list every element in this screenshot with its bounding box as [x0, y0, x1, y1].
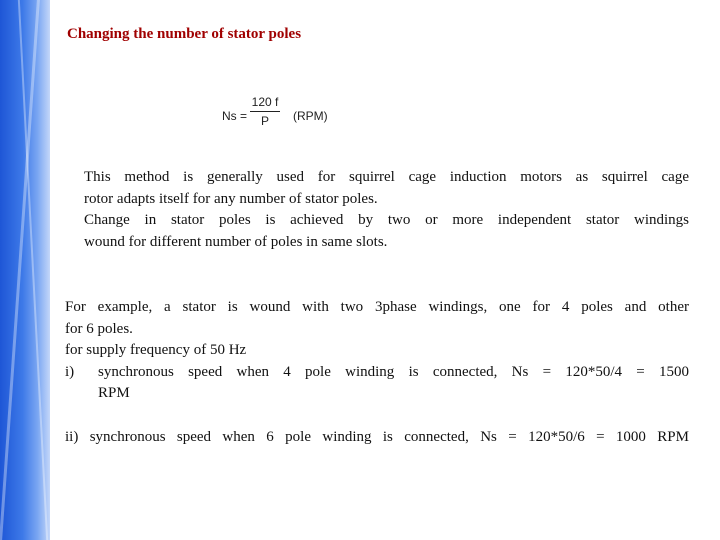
method-paragraph: [84, 167, 689, 253]
slide-title: Changing the number of stator poles: [67, 26, 302, 42]
list-marker: i): [65, 363, 75, 380]
list-item: [65, 362, 689, 405]
paragraph-line: for supply frequency of 50 Hz: [65, 342, 247, 358]
list-item-line: RPM: [98, 385, 130, 401]
paragraph-line: wound for different number of poles in same slots.: [84, 233, 388, 250]
paragraph-line: ii) synchronous speed when 6 pole winding is connected, Ns = 120*50/6 = 1000 RPM: [65, 429, 689, 445]
formula-lhs: Ns =: [222, 109, 248, 123]
fraction-bar: [250, 111, 280, 112]
paragraph-line: for 6 poles.: [65, 320, 133, 337]
formula-fraction: [250, 94, 280, 129]
formula-denominator: P: [260, 114, 269, 128]
second-example: [65, 427, 689, 449]
formula-numerator: 120 f: [251, 95, 279, 109]
paragraph-line: Change in stator poles is achieved by two or more independent stator windings: [84, 212, 689, 228]
list-item-line: synchronous speed when 4 pole winding is connected, Ns = 120*50/4 = 1500: [98, 363, 689, 380]
formula-unit: (RPM): [293, 109, 328, 123]
speed-formula: [222, 94, 342, 140]
example-paragraph: [65, 297, 689, 405]
paragraph-line: This method is generally used for squirrel cage induction motors as squirrel cage: [84, 169, 689, 185]
paragraph-line: For example, a stator is wound with two 3phase windings, one for 4 poles and other: [65, 299, 689, 315]
paragraph-line: rotor adapts itself for any number of stator poles.: [84, 190, 378, 207]
decorative-sidebar: [0, 0, 50, 540]
